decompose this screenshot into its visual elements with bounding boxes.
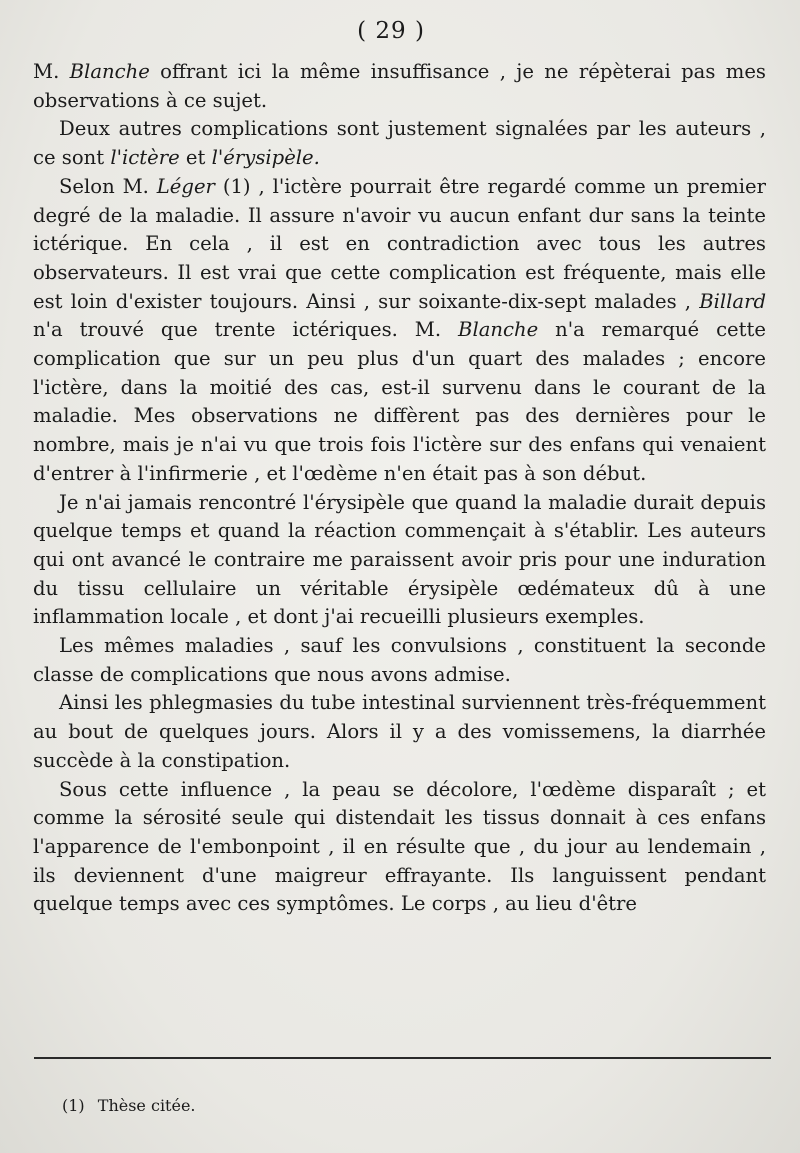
italic-text: Billard <box>699 289 766 313</box>
footnote-text: Thèse citée. <box>97 1096 196 1115</box>
text-run: M. <box>33 60 70 83</box>
text-run: Je n'ai jamais rencontré l'érysipèle que quand la maladie durait depuis quelque temps et quand la réaction commençait à s'établir. Les auteurs qui ont avancé le contraire me paraissent avoir pris pour une induration du tissu cellulaire un véritable érysipèle œdémateux dû à une inflammation locale , et dont j'ai recueilli plusieurs exemples. <box>33 490 766 629</box>
paragraph <box>33 58 766 115</box>
paragraph <box>33 489 766 633</box>
italic-text: Blanche <box>458 318 539 342</box>
paragraph <box>33 689 766 775</box>
text-run: offrant ici la même insuffisance , je ne répèterai pas mes observations à ce sujet. <box>33 60 766 112</box>
body-text <box>33 58 766 919</box>
italic-text: l'érysipèle. <box>211 146 320 170</box>
text-run: n'a remarqué cette complication que sur un peu plus d'un quart des malades ; encore l'ictère, dans la moitié des cas, est-il survenu dans le courant de la maladie. Mes observations ne diffèrent pas des dernières pour le nombre, mais je n'ai vu que trois fois l'ictère sur des enfans qui venaient d'entrer à l'infirmerie , et l'œdème n'en était pas à son début. <box>33 318 766 485</box>
text-run: Sous cette influence , la peau se décolore, l'œdème disparaît ; et comme la sérosité seule qui distendait les tissus donnait à ces enfans l'apparence de l'embonpoint , il en résulte que , du jour au lendemain , ils deviennent d'une maigreur effrayante. Ils languissent pendant quelque temps avec ces symptômes. Le corps , au lieu d'être <box>33 777 766 916</box>
text-run: n'a trouvé que trente ictériques. M. <box>33 318 459 342</box>
italic-text: Léger <box>156 174 215 198</box>
text-run: Les mêmes maladies , sauf les convulsions , constituent la seconde classe de complications que nous avons admise. <box>33 634 766 686</box>
paragraph <box>33 173 766 489</box>
page-number: ( 29 ) <box>357 18 425 44</box>
text-run: Deux autres complications sont justement signalées par les auteurs , ce sont <box>33 117 766 170</box>
text-run: Ainsi les phlegmasies du tube intestinal surviennent très-fréquemment au bout de quelques jours. Alors il y a des vomissemens, la diarrhée succède à la constipation. <box>33 691 766 772</box>
italic-text: l'ictère <box>110 146 180 170</box>
footnote-divider <box>34 1057 771 1059</box>
text-run: Selon M. <box>59 174 157 198</box>
paragraph <box>33 776 766 920</box>
text-run: (1) , l'ictère pourrait être regardé comme un premier degré de la maladie. Il assure n'avoir vu aucun enfant dur sans la teinte ictérique. En cela , il est en contradiction avec tous les autres observateurs. Il est vrai que cette complication est fréquente, mais elle est loin d'exister toujours. Ainsi , sur soixante-dix-sept malades , <box>33 174 767 313</box>
italic-text: Blanche <box>69 60 150 83</box>
footnote-marker: (1) <box>62 1096 85 1115</box>
paragraph <box>33 115 766 172</box>
paragraph <box>33 632 766 689</box>
text-run: et <box>179 146 212 170</box>
footnote <box>62 1096 196 1115</box>
